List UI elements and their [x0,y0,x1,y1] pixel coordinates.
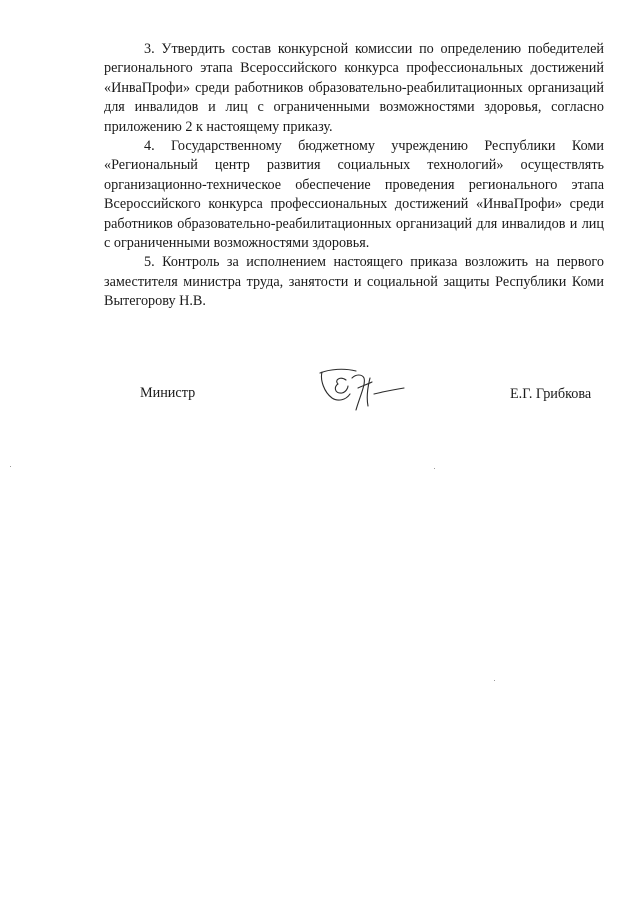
paragraph-item-5: 5. Контроль за исполнением настоящего приказа возложить на первого заместителя министра труда, занятости и социальной защиты Республики Коми Вытегорову Н.В. [104,254,604,310]
handwritten-signature [316,366,416,414]
paragraph-item-4: 4. Государственному бюджетному учреждению Республики Коми «Региональный центр развития социальных технологий» осуществлять организационно-техническое обеспечение проведения регионального этапа Всероссийского конкурса профессиональных достижений «ИнваПрофи» среди работников образовательно-реабилитационных организаций для инвалидов и лиц с ограниченными возможностями здоровья. [104,138,604,252]
signatory-role: Министр [140,385,196,401]
scan-speck [434,468,435,469]
document-body [104,40,604,312]
signatory-name: Е.Г. Грибкова [510,386,592,402]
paragraph-item-3: 3. Утвердить состав конкурсной комиссии по определению победителей регионального этапа Всероссийского конкурса профессиональных достижений «ИнваПрофи» среди работников образовательно-реабилитационных организаций для инвалидов и лиц с ограниченными возможностями здоровья, согласно приложению 2 к настоящему приказу. [104,41,604,135]
scan-speck [494,680,495,681]
scan-speck [10,466,11,467]
